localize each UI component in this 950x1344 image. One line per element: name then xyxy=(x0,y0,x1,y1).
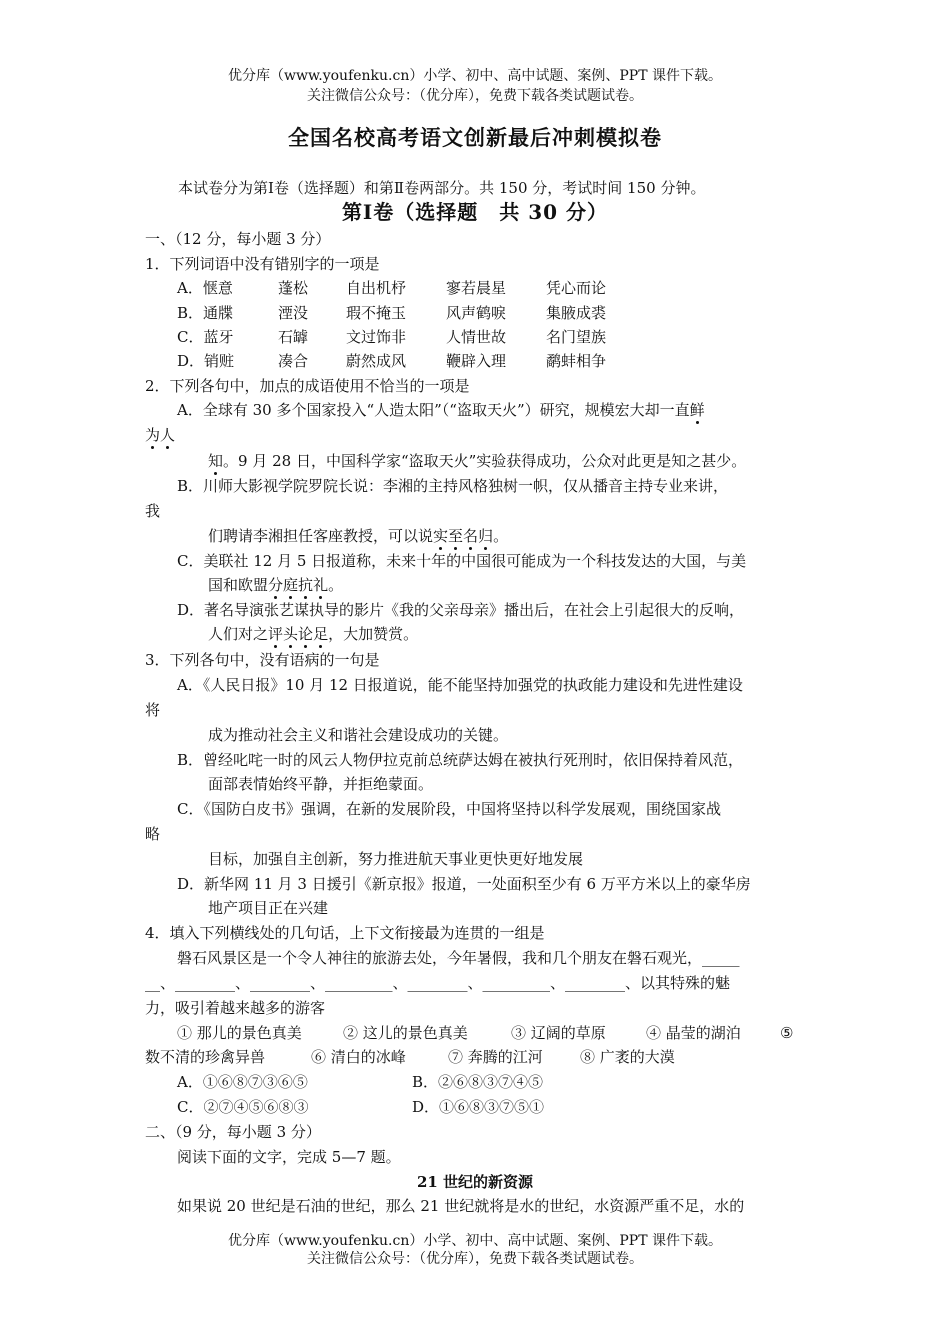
q1-a-w1: A．惬意 xyxy=(177,279,233,297)
q3-option-d-line1: D．新华网 11 月 3 日援引《新京报》报道，一处面积至少有 6 万平方米以上的豪华房 xyxy=(177,875,751,893)
section-1-heading: 一、（12 分，每小题 3 分） xyxy=(145,230,331,248)
q2-d-post: ，大加赞赏。 xyxy=(328,625,419,643)
q1-c-w4: 人情世故 xyxy=(446,328,507,346)
article-paragraph-1: 如果说 20 世纪是石油的世纪，那么 21 世纪就将是水的世纪，水资源严重不足，水的 xyxy=(177,1197,745,1215)
q1-stem: 1．下列词语中没有错别字的一项是 xyxy=(145,255,380,273)
page-title: 全国名校高考语文创新最后冲刺模拟卷 xyxy=(288,125,662,150)
q4-item-8: ⑧ 广袤的大漠 xyxy=(580,1048,675,1066)
q2-option-c-line2 xyxy=(208,575,343,595)
q4-item-1: ① 那儿的景色真美 xyxy=(177,1024,302,1042)
part1-title: 第Ⅰ卷（选择题 共 30 分） xyxy=(341,200,609,224)
q3-option-b-line1: B．曾经叱咤一时的风云人物伊拉克前总统萨达姆在被执行死刑时，依旧保持着风范， xyxy=(177,751,744,769)
q1-a-w4: 寥若晨星 xyxy=(446,279,507,297)
q4-passage-line1: 磐石风景区是一个令人神往的旅游去处，今年暑假，我和几个朋友在磐石观光，_____ xyxy=(177,949,740,967)
q1-b-w4: 风声鹤唳 xyxy=(446,304,507,322)
q2-b-dotted xyxy=(433,527,493,545)
q2-a-dotted-1: 鲜 xyxy=(689,401,705,419)
q4-option-b: B．②⑥⑧③⑦④⑤ xyxy=(412,1073,544,1091)
q4-option-d: D．①⑥⑧③⑦⑤① xyxy=(412,1098,545,1116)
q1-d-w3: 蔚然成风 xyxy=(346,352,407,370)
q2-option-d-line2 xyxy=(208,624,418,644)
q4-passage-line3: 力，吸引着越来越多的游客 xyxy=(145,999,326,1017)
q1-b-w2: 湮没 xyxy=(278,304,309,322)
q2-option-c-line1: C．美联社 12 月 5 日报道称，未来十年的中国很可能成为一个科技发达的大国，与美 xyxy=(177,552,747,570)
q1-d-w2: 凑合 xyxy=(278,352,309,370)
q4-item-5-text: 数不清的珍禽异兽 xyxy=(145,1048,266,1066)
q2-d-pre: 人们对之 xyxy=(208,625,269,643)
q2-option-b-line2: 我 xyxy=(145,502,161,520)
emphasis-char: 名 xyxy=(463,527,479,545)
q4-item-5-marker: ⑤ xyxy=(780,1024,794,1042)
q3-option-c-line3: 目标，加强自主创新，努力推进航天事业更快更好地发展 xyxy=(208,850,584,868)
q2-a-dotted-2 xyxy=(145,426,175,444)
q2-c-pre: 国和欧盟 xyxy=(208,576,269,594)
q1-a-w2: 蓬松 xyxy=(278,279,309,297)
q2-b-post: 。 xyxy=(493,527,509,545)
q3-option-c-line2: 略 xyxy=(145,825,161,843)
q2-a-dotted-3: 知 xyxy=(208,452,224,470)
q1-c-w1: C．蓝牙 xyxy=(177,328,234,346)
q4-item-2: ② 这儿的景色真美 xyxy=(343,1024,468,1042)
emphasis-char: 头 xyxy=(283,625,299,643)
q1-b-w1: B．通牒 xyxy=(177,304,234,322)
q4-item-3: ③ 辽阔的草原 xyxy=(511,1024,606,1042)
emphasis-char: 论 xyxy=(298,625,314,643)
q2-option-d-line1: D．著名导演张艺谋执导的影片《我的父亲母亲》播出后，在社会上引起很大的反响， xyxy=(177,601,745,619)
q2-a-rest: 。9 月 28 日，中国科学家“盗取天火”实验获得成功，公众对此更是知之甚少。 xyxy=(223,452,747,470)
header-line-2: 关注微信公众号：（优分库），免费下载各类试题试卷。 xyxy=(307,88,643,104)
q4-item-7: ⑦ 奔腾的江河 xyxy=(448,1048,543,1066)
q4-item-6: ⑥ 清白的冰峰 xyxy=(311,1048,406,1066)
q3-option-d-line2: 地产项目正在兴建 xyxy=(208,899,329,917)
q3-option-c-line1: C．《国防白皮书》强调，在新的发展阶段，中国将坚持以科学发展观，围绕国家战 xyxy=(177,800,721,818)
q1-b-w3: 瑕不掩玉 xyxy=(346,304,407,322)
q3-option-a-line2: 将 xyxy=(145,701,161,719)
emphasis-char: 庭 xyxy=(283,576,299,594)
section-2-heading: 二、（9 分，每小题 3 分） xyxy=(145,1123,321,1141)
q1-a-w5: 凭心而论 xyxy=(546,279,607,297)
q2-option-a-line3 xyxy=(208,451,746,471)
header-line-1: 优分库（www.youfenku.cn）小学、初中、高中试题、案例、PPT 课件下载。 xyxy=(227,68,722,84)
q2-option-a-line1 xyxy=(177,400,705,420)
emphasis-char: 归 xyxy=(478,527,494,545)
emphasis-char: 实 xyxy=(433,527,449,545)
emphasis-char: 评 xyxy=(268,625,284,643)
emphasis-char: 足 xyxy=(313,625,329,643)
q3-stem: 3．下列各句中，没有语病的一句是 xyxy=(145,651,380,669)
footer-line-2: 关注微信公众号：（优分库），免费下载各类试题试卷。 xyxy=(307,1251,643,1267)
q2-a-text: A．全球有 30 多个国家投入“人造太阳”（“盗取天火”）研究，规模宏大却一直 xyxy=(177,401,690,419)
article-title: 21 世纪的新资源 xyxy=(416,1173,534,1191)
footer-line-1: 优分库（www.youfenku.cn）小学、初中、高中试题、案例、PPT 课件下载。 xyxy=(227,1233,722,1249)
q1-b-w5: 集腋成裘 xyxy=(546,304,607,322)
q3-option-a-line3: 成为推动社会主义和谐社会建设成功的关键。 xyxy=(208,726,509,744)
q2-b-pre: 们聘请李湘担任客座教授，可以说 xyxy=(208,527,434,545)
q4-option-c: C．②⑦④⑤⑥⑧③ xyxy=(177,1098,309,1116)
q1-d-w5: 鹬蚌相争 xyxy=(546,352,607,370)
section-2-instruction: 阅读下面的文字，完成 5—7 题。 xyxy=(177,1148,401,1166)
q2-option-b-line3 xyxy=(208,526,508,546)
q2-option-b-line1: B．川师大影视学院罗院长说：李湘的主持风格独树一帜，仅从播音主持专业来讲， xyxy=(177,477,729,495)
emphasis-char: 人 xyxy=(160,426,176,444)
q3-option-a-line1: A．《人民日报》10 月 12 日报道说，能不能坚持加强党的执政能力建设和先进性建设 xyxy=(177,676,743,694)
q4-passage-line2: __、________、________、_________、________、_________、________、以其特殊的魅 xyxy=(145,974,731,992)
emphasis-char: 为 xyxy=(145,426,161,444)
q2-option-a-line2 xyxy=(145,425,175,445)
q1-c-w3: 文过饰非 xyxy=(346,328,407,346)
q2-c-post: 。 xyxy=(328,576,344,594)
q4-stem: 4．填入下列横线处的几句话，上下文衔接最为连贯的一组是 xyxy=(145,924,545,942)
exam-intro: 本试卷分为第Ⅰ卷（选择题）和第Ⅱ卷两部分。共 150 分，考试时间 150 分钟。 xyxy=(178,179,706,197)
q1-a-w3: 自出机杼 xyxy=(346,279,407,297)
q3-option-b-line2: 面部表情始终平静，并拒绝蒙面。 xyxy=(208,775,434,793)
q1-c-w5: 名门望族 xyxy=(546,328,607,346)
q2-c-dotted xyxy=(268,576,328,594)
emphasis-char: 分 xyxy=(268,576,284,594)
q1-c-w2: 石罅 xyxy=(278,328,309,346)
q1-d-w1: D．销赃 xyxy=(177,352,235,370)
q2-d-dotted xyxy=(268,625,328,643)
emphasis-char: 至 xyxy=(448,527,464,545)
emphasis-char: 礼 xyxy=(313,576,329,594)
emphasis-char: 抗 xyxy=(298,576,314,594)
q4-item-4: ④ 晶莹的湖泊 xyxy=(646,1024,741,1042)
q1-d-w4: 鞭辟入理 xyxy=(446,352,507,370)
q2-stem: 2．下列各句中，加点的成语使用不恰当的一项是 xyxy=(145,377,470,395)
q4-option-a: A．①⑥⑧⑦③⑥⑤ xyxy=(177,1073,308,1091)
